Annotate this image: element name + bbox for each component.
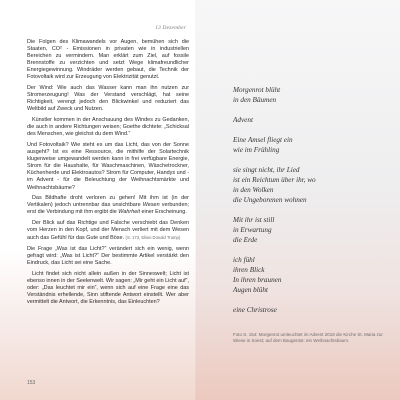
- emphasis-wesen: Wesen: [142, 202, 160, 209]
- paragraph: Der Wind: Wie auch das Wasser kann man ihn nutzen zur Stromerzeugung! Was der Verstand verschlägt, hat seine Richtigkeit, verengt jedoch den Blickwinkel und reduziert das Weltbild auf Zweck und Nutzen.: [27, 85, 189, 113]
- paragraph: [27, 220, 189, 242]
- poem-line: In ihren braunen: [233, 276, 282, 284]
- poem-stanza: [233, 305, 383, 315]
- poem-line: in den Wolken: [233, 186, 274, 194]
- poem-stanza: [233, 215, 383, 245]
- poem-line: in den Bäumen: [233, 96, 277, 104]
- poem-line: Advent: [233, 116, 253, 124]
- paragraph-text: einer Erscheinung.: [141, 209, 187, 216]
- poem-line: wie im Frühling: [233, 146, 280, 154]
- paragraph: [27, 195, 189, 216]
- poem: [233, 85, 383, 325]
- poem-line: in Erwartung: [233, 226, 272, 234]
- poem-line: ist ein Reichtum über ihr, wo: [233, 176, 316, 184]
- emphasis-wahrheit: Wahrheit: [118, 209, 140, 216]
- poem-line: die Erde: [233, 236, 258, 244]
- citation: (S. 173, Elisei Donald Trump): [125, 235, 181, 241]
- poem-line: Morgenrot blüht: [233, 86, 281, 94]
- paragraph-text: Der Blick auf das Richtige und Falsche verschiebt das Denken vom Herzen in den Kopf, und der Mensch verliert mit dem Wesen auch das Gefühl für das Gute und Böse.: [27, 220, 189, 242]
- poem-stanza: [233, 85, 383, 105]
- paragraph: Die Folgen des Klimawandels vor Augen, bemühen sich die Staaten, CO² - Emissionen in privaten wie in industriellen Bereichen zu vermindern. Man erklärt zum Ziel, auf fossile Brennstoffe zu verzichten und setzt Wege klimafreundlicher Energiegewinnung. Windräder werden gebaut, die Technik der Fotovoltaik wird zur Erzeugung von Elektrizität genutzt.: [27, 39, 189, 81]
- book-spine: [195, 0, 197, 400]
- paragraph-text: Das Bildhafte droht verloren zu gehen! Mit ihm ist (in der Vertikalen) jedoch untrennbar das unsichtbare: [27, 195, 189, 209]
- paragraph-text: verbunden; erst die Verbindung mit ihm ergibt die: [27, 202, 190, 216]
- poem-line: Augen blüht: [233, 286, 268, 294]
- poem-line: Eine Amsel fliegt ein: [233, 136, 293, 144]
- poem-line: ich fühl: [233, 256, 255, 264]
- paragraph: Künstler kommen in der Anschauung des Windes zu Gedanken, die auch in andere Richtungen weisen; Goethe dichtete: „Schicksal des Menschen, wie gleichst du dem Wind.“: [27, 117, 189, 138]
- paragraph: Und Fotovoltaik? Wie steht es um das Licht, das von der Sonne ausgeht? Ist es eine Ressource, die mithilfe der Solartechnik klugerweise umgewandelt werden kann in frei verfügbare Energie, Strom für die Haushalte, für Waschmaschinen, Wäschetrockner, Küchenherde und Elektroautos? Strom für Computer, Handys und - im Advent - für die Beleuchtung der Weihnachtsmärkte und Weihnachtsbäume?: [27, 142, 190, 191]
- main-text-column: [27, 39, 189, 310]
- poem-line: die Ungeborenen wohnen: [233, 196, 307, 204]
- poem-stanza: [233, 135, 383, 155]
- poem-line: Mit ihr ist still: [233, 216, 275, 224]
- poem-stanza: [233, 255, 383, 295]
- poem-stanza: [233, 115, 383, 125]
- poem-line: sie singt nicht, ihr Lied: [233, 166, 300, 174]
- paragraph: Licht findet sich nicht allein außen in der Sinneswelt; Licht ist ebenso innen in der Seelenwelt. Wir sagen: „Mir geht ein Licht auf“, oder: „Das leuchtet mir ein“, wenn sich auf eine Frage eine das Verständnis erhellende, Sinn stiftende Antwort einstellt. Wer aber vermittelt die Antwort, die Erkenntnis, das Einleuchten?: [27, 270, 190, 306]
- poem-line: ihren Blick: [233, 266, 265, 274]
- photo-caption: Foto S. 154: Morgenrot umleuchtet im Advent 2018 die Kirche St. Maria zur Wiese in Soest; auf dem Baugerüst: ein Weihnachtsbaum.: [233, 332, 383, 343]
- poem-line: eine Christrose: [233, 306, 277, 314]
- poem-stanza: [233, 165, 383, 205]
- date-header: 13 Dezember: [155, 25, 186, 31]
- page-number: 153: [27, 380, 36, 386]
- paragraph: Die Frage „Was ist das Licht?“ verändert sich ein wenig, wenn gefragt wird: „Was ist Licht?“ Der bestimmte Artikel verstärkt den Eindruck, das Licht sei eine Sache.: [27, 246, 189, 267]
